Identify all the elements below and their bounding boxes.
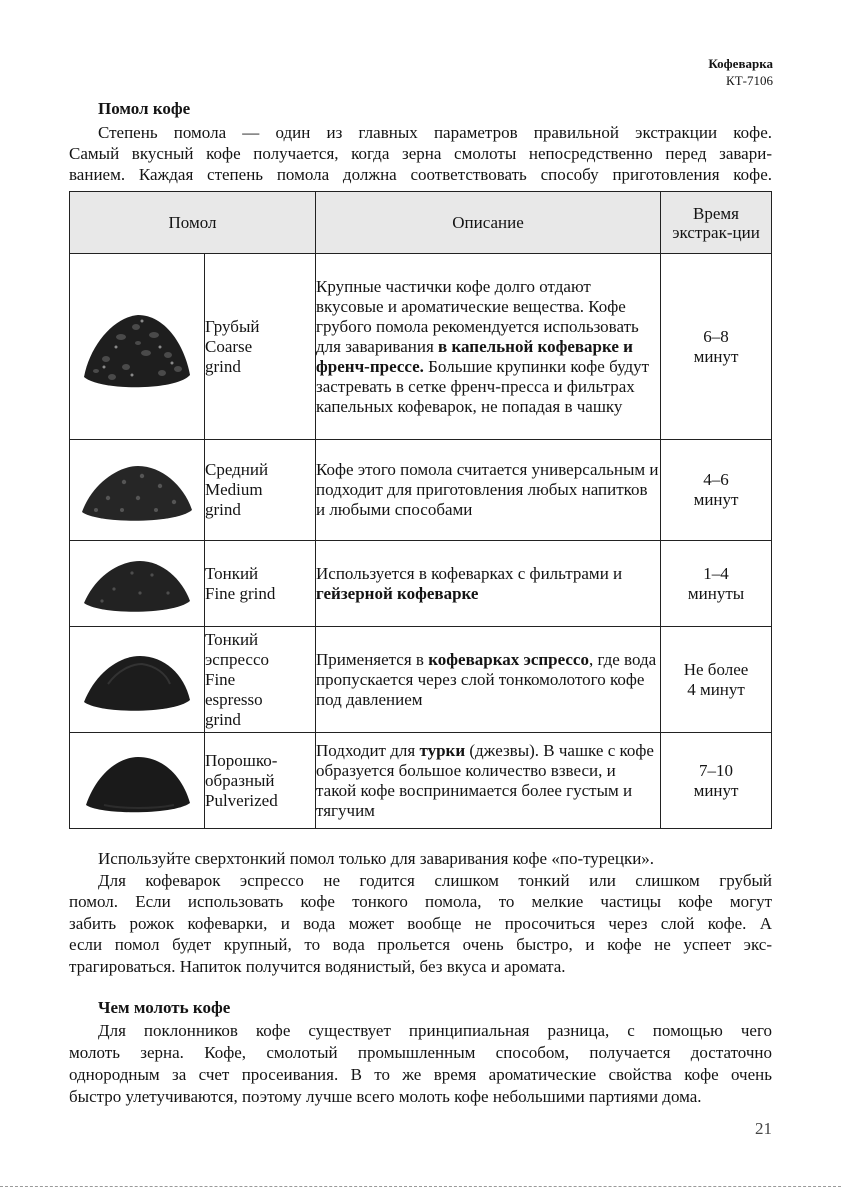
espresso-pile-icon — [78, 644, 196, 716]
section-heading-grinder: Чем молоть кофе — [98, 998, 231, 1017]
grinder-line-1: Для поклонников кофе существует принципиальная разница, с помощью чего — [98, 1021, 772, 1040]
grind-name: Тонкий эспрессо Fine espresso grind — [205, 627, 316, 733]
coarse-grind-image — [70, 254, 205, 440]
extraction-time: 7–10 минут — [661, 733, 772, 829]
table-row — [70, 541, 772, 627]
grind-description: Применяется в кофеварках эспрессо, где вода пропускается через слой тонкомолотого кофе под давлением — [316, 627, 661, 733]
pulverized-grind-image — [70, 733, 205, 829]
medium-grind-image — [70, 440, 205, 541]
fine-grind-image — [70, 541, 205, 627]
pulverized-pile-icon — [78, 745, 196, 817]
section-heading-grind: Помол кофе — [98, 99, 191, 118]
grind-description: Используется в кофеварках с фильтрами и гейзерной кофеварке — [316, 541, 661, 627]
grinder-line-2: молоть зерна. Кофе, смолотый промышленным способом, получается достаточно — [69, 1043, 772, 1062]
espresso-grind-image — [70, 627, 205, 733]
medium-pile-icon — [78, 454, 196, 526]
grind-description: Крупные частички кофе долго отдают вкусовые и ароматические вещества. Кофе грубого помола рекомендуется использовать для заваривания в капельной кофеварке и френч-прессе. Большие крупинки кофе будут застревать в сетке френч-пресса и фильтрах капельных кофеварок, не попадая в чашку — [316, 254, 661, 440]
espresso-line-5: трагироваться. Напиток получится водянистый, без вкуса и аромата. — [69, 957, 566, 976]
turkish-note: Используйте сверхтонкий помол только для заваривания кофе «по-турецки». — [98, 849, 655, 868]
coarse-pile-icon — [76, 297, 198, 397]
grind-description: Подходит для турки (джезвы). В чашке с кофе образуется большое количество взвеси, и такой кофе воспринимается более густым и тягучим — [316, 733, 661, 829]
table-row — [70, 254, 772, 440]
extraction-time: 4–6 минут — [661, 440, 772, 541]
espresso-line-1: Для кофеварок эспрессо не годится слишком тонкий или слишком грубый — [98, 871, 772, 890]
extraction-time: Не более 4 минут — [661, 627, 772, 733]
intro-line-1: Степень помола — один из главных параметров правильной экстракции кофе. — [98, 123, 772, 142]
espresso-line-3: забить рожок кофеварки, и вода может вообще не просочиться через слой кофе. А — [69, 914, 772, 933]
extraction-time: 1–4 минуты — [661, 541, 772, 627]
espresso-line-2: помол. Если использовать кофе тонкого помола, то мелкие частицы кофе могут — [69, 892, 772, 911]
footer-divider — [0, 1186, 841, 1187]
extraction-time: 6–8 минут — [661, 254, 772, 440]
intro-line-3: ванием. Каждая степень помола должна соответствовать способу приготовления кофе. — [69, 165, 772, 184]
grind-name: Грубый Coarse grind — [205, 254, 316, 440]
table-row — [70, 733, 772, 829]
grinder-line-4: быстро улетучиваются, поэтому лучше всего молоть кофе небольшими партиями дома. — [69, 1087, 702, 1106]
grind-name: Порошко- образный Pulverized — [205, 733, 316, 829]
espresso-line-4: если помол будет крупный, то вода прольется очень быстро, и кофе не успеет экс- — [69, 935, 772, 954]
grinder-line-3: однородным за счет просеивания. В то же время ароматические свойства кофе очень — [69, 1065, 772, 1084]
table-row — [70, 440, 772, 541]
grind-description: Кофе этого помола считается универсальным и подходит для приготовления любых напитков и любыми способами — [316, 440, 661, 541]
page-number: 21 — [755, 1119, 772, 1138]
header-model: КТ-7106 — [726, 73, 773, 88]
grind-name: Средний Medium grind — [205, 440, 316, 541]
intro-line-2: Самый вкусный кофе получается, когда зерна смолоты непосредственно перед завари- — [69, 144, 772, 163]
grind-table — [69, 191, 772, 829]
table-row — [70, 627, 772, 733]
header-title: Кофеварка — [708, 56, 773, 71]
header-time: Время экстрак-ции — [661, 192, 772, 254]
grind-name: Тонкий Fine grind — [205, 541, 316, 627]
header-description: Описание — [316, 192, 661, 254]
header-grind: Помол — [70, 192, 316, 254]
fine-pile-icon — [78, 551, 196, 617]
